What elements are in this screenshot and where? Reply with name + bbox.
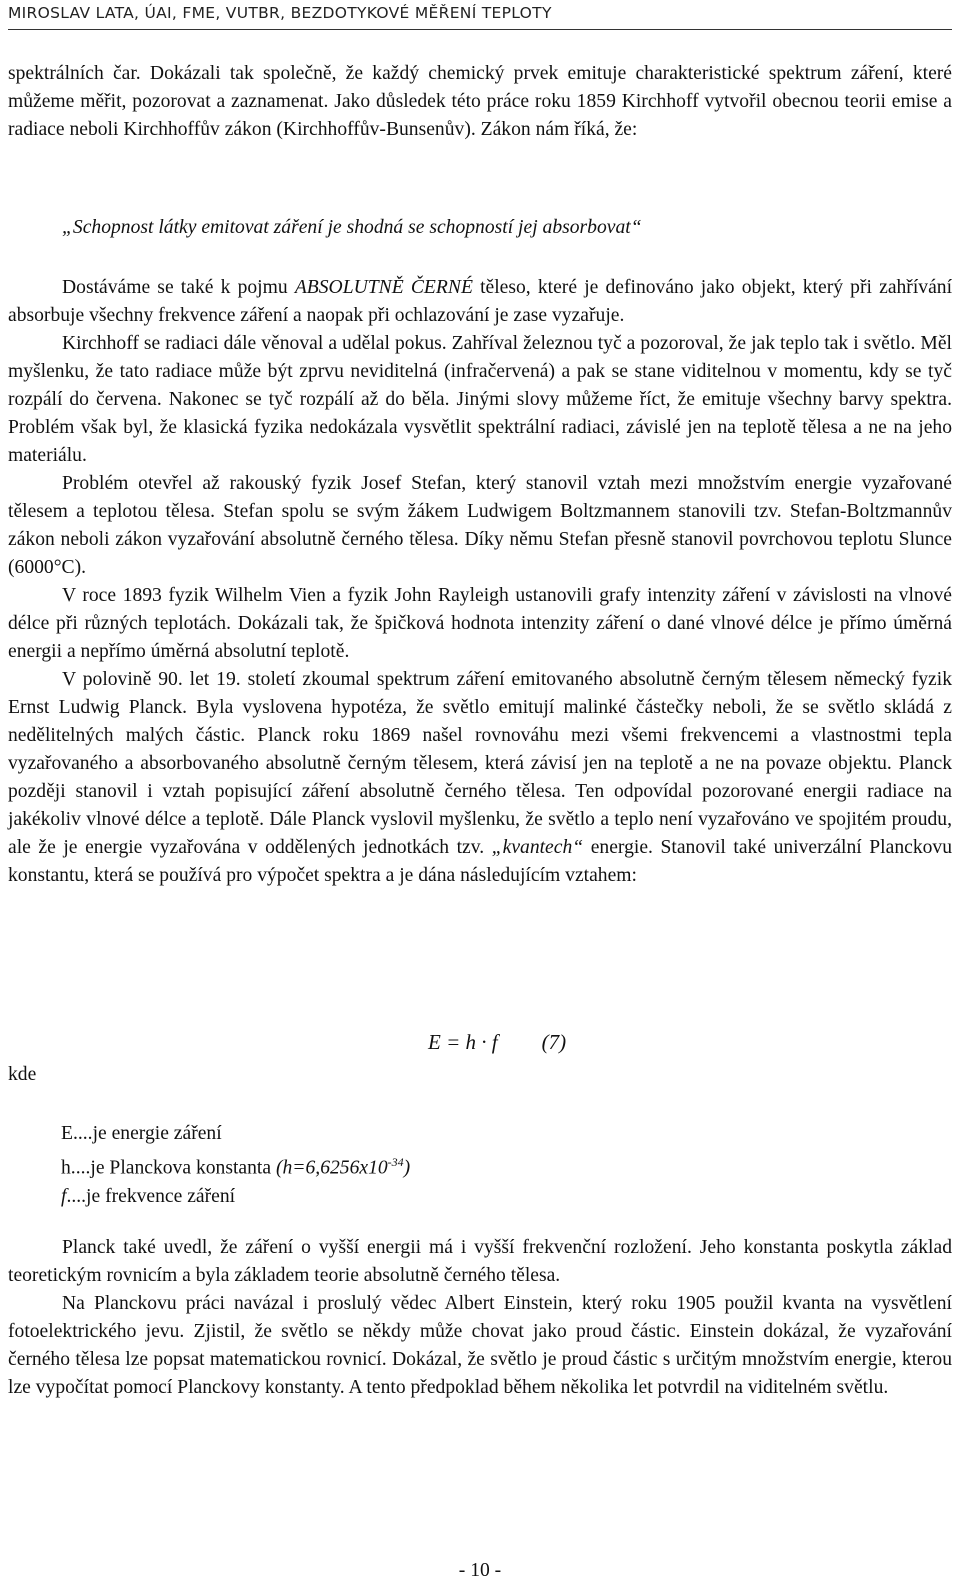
text-block-3	[8, 1234, 952, 1402]
quote-block	[62, 214, 942, 242]
paragraph-planck-frequency: Planck také uvedl, že záření o vyšší energii má i vyšší frekvenční rozložení. Jeho konstanta poskytla základ teoretickým rovnicím a byla základem teorie absolutně černého tělesa.	[8, 1237, 952, 1286]
equation-number: (7)	[541, 1030, 567, 1054]
paragraph-kirchhoff-experiment: Kirchhoff se radiaci dále věnoval a udělal pokus. Zahříval železnou tyč a pozoroval, že jak teplo tak i světlo. Měl myšlenku, že tato radiace může být zprvu neviditelná (infračervená) a pak se stane viditelnou v momentu, kdy se tyč rozpálí do červena. Nakonec se tyč rozpálí až do běla. Jinými slovy můžeme říct, že emituje všechny barvy spektra. Problém však byl, že klasická fyzika nedokázala vysvětlit spektrální radiaci, závislé jen na teplotě tělesa a ne na jeho materiálu.	[8, 333, 952, 466]
symbol-h: h	[61, 1157, 71, 1179]
definition-planck-constant: h....je Planckova konstanta $(h=6,6256x10^{-34})$	[61, 1155, 411, 1179]
equation-expression: E = h · f	[428, 1030, 498, 1054]
law-quote: „Schopnost látky emitovat záření je shodná se schopností jej absorbovat“	[62, 217, 642, 238]
page-number: - 10 -	[458, 1560, 502, 1581]
text-block-1	[8, 60, 952, 144]
paragraph-stefan: Problém otevřel až rakouský fyzik Josef Stefan, který stanovil vztah mezi množstvím energie vyzařované tělesem a teplotou tělesa. Stefan spolu se svým žákem Ludwigem Boltzmannem stanovili tzv. Stefan-Boltzmannův zákon neboli zákon vyzařování absolutně černého tělesa. Díky němu Stefan přesně stanovil povrchovou teplotu Slunce (6000°C).	[8, 473, 952, 578]
paragraph-kirchhoff-law: spektrálních čar. Dokázali tak společně, že každý chemický prvek emituje charakteristické spektrum záření, které můžeme měřit, pozorovat a zaznamenat. Jako důsledek této práce roku 1859 Kirchhoff vytvořil obecnou teorii emise a radiace neboli Kirchhoffův zákon (Kirchhoffův-Bunsenův). Zákon nám říká, že:	[8, 63, 952, 140]
paragraph-einstein: Na Planckovu práci navázal i proslulý vědec Albert Einstein, který roku 1905 použil kvanta na vysvětlení fotoelektrického jevu. Zjistil, že světlo se někdy může chovat jako proud částic. Einstein dokázal, že vyzařování černého tělesa lze popsat matematickou rovnicí. Dokázal, že světlo je proud částic s určitým množstvím energie, kterou lze vypočítat pomocí Planckovy konstanty. A tento předpoklad během několika let potvrdil na viditelném světlu.	[8, 1293, 952, 1398]
paragraph-black-body	[8, 274, 952, 330]
definitions-list	[61, 1120, 410, 1211]
definition-energy: E....je energie záření	[61, 1123, 222, 1144]
header-rule	[8, 29, 952, 30]
symbol-f: f	[61, 1185, 67, 1207]
symbol-e: E	[61, 1123, 73, 1144]
paragraph-vien-rayleigh: V roce 1893 fyzik Wilhelm Vien a fyzik John Rayleigh ustanovili grafy intenzity záření v závislosti na vlnové délce při různých teplotách. Dokázali tak, že špičková hodnota intenzity záření o dané vlnové délce je přímo úměrná energii a nepřímo úměrná absolutní teplotě.	[8, 585, 952, 662]
kde-label: kde	[8, 1064, 37, 1085]
paragraph-black-body-end: těleso, které je definováno jako objekt, který při zahřívání absorbuje všechny frekvence záření a naopak při ochlazování je zase vyzařuje.	[8, 277, 953, 326]
quanta-term: „kvantech“	[491, 837, 584, 858]
running-header: MIROSLAV LATA, ÚAI, FME, VUTBR, BEZDOTYKOVÉ MĚŘENÍ TEPLOTY	[8, 4, 552, 22]
paragraph-planck-start: V polovině 90. let 19. století zkoumal spektrum záření emitovaného absolutně černým tělesem německý fyzik Ernst Ludwig Planck. Byla vyslovena hypotéza, že světlo emitují malinké částečky neboli, že se světlo skládá z nedělitelných malých částic. Planck roku 1869 našel rovnováhu mezi všemi frekvencemi a vlastnostmi tepla vyzařovaného a absorbovaného absolutně černým tělesem, která závisí jen na teplotě a ne na povaze objektu. Planck později stanovil i vztah popisující záření absolutně černého tělesa. Ten odpovídal pozorované energii radiace na jakékoliv vlnové délce a teplotě. Dále Planck vyslovil myšlenku, že světlo a teplo není vyzařováno ve spojitém proudu, ale že je energie vyzařována v oddělených jednotkách tzv.	[8, 669, 952, 858]
paragraph-planck-end: energie. Stanovil také univerzální Planckovu konstantu, která se používá pro výpočet spektra a je dána následujícím vztahem:	[8, 837, 953, 886]
paragraph-planck	[8, 666, 952, 890]
text-block-2	[8, 274, 952, 890]
black-body-term: ABSOLUTNĚ ČERNÉ	[294, 277, 473, 298]
definition-frequency: f....je frekvence záření	[61, 1185, 236, 1207]
paragraph-black-body-start: Dostáváme se také k pojmu	[62, 277, 295, 298]
planck-equation	[428, 1030, 566, 1055]
